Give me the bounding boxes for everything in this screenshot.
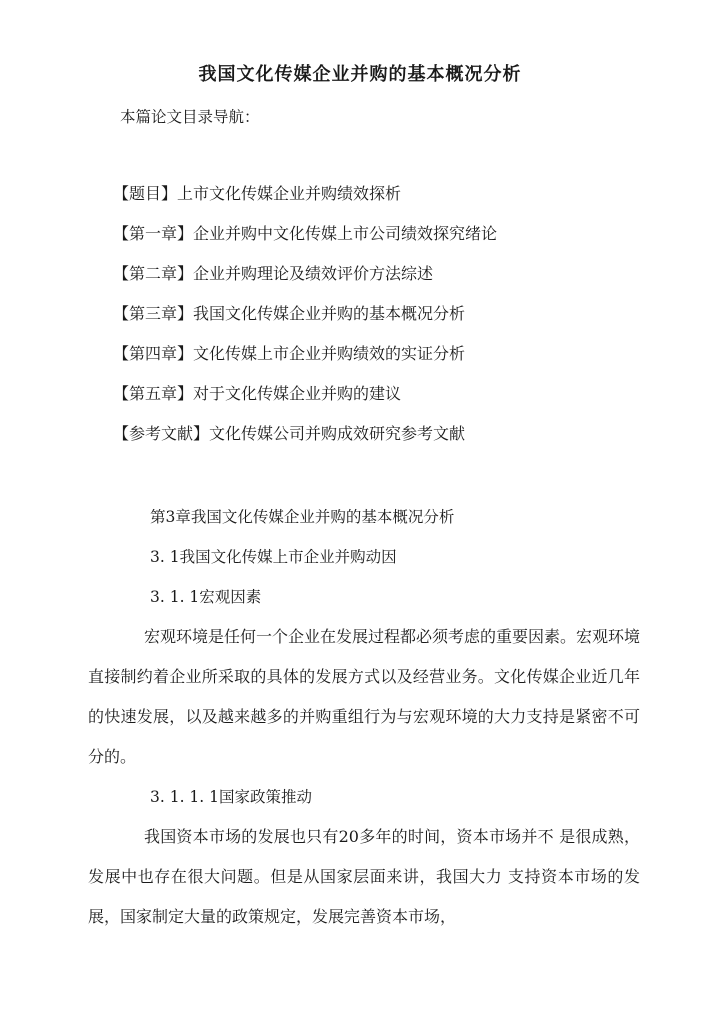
toc-tag: 【第五章】 — [113, 384, 194, 403]
toc-nav-label: 本篇论文目录导航： — [120, 108, 260, 126]
toc-link[interactable]: 上市文化传媒企业并购绩效探析 — [177, 184, 402, 203]
section-heading-3-1-1-1: 3. 1. 1. 1国家政策推动 — [150, 788, 313, 806]
toc-item-chapter-1[interactable] — [113, 220, 497, 260]
toc-link[interactable]: 企业并购理论及绩效评价方法综述 — [193, 264, 434, 283]
toc-item-chapter-2[interactable] — [113, 260, 497, 300]
chapter-heading: 第3章我国文化传媒企业并购的基本概况分析 — [150, 508, 455, 526]
toc-item-chapter-5[interactable] — [113, 380, 497, 420]
section-heading-3-1: 3. 1我国文化传媒上市企业并购动因 — [150, 548, 397, 566]
section-heading-3-1-1: 3. 1. 1宏观因素 — [150, 588, 262, 606]
toc-tag: 【参考文献】 — [113, 424, 210, 443]
table-of-contents — [113, 180, 497, 460]
toc-tag: 【第一章】 — [113, 224, 194, 243]
toc-item-references[interactable] — [113, 420, 497, 460]
toc-tag: 【第三章】 — [113, 304, 194, 323]
toc-item-chapter-3[interactable] — [113, 300, 497, 340]
toc-item-chapter-4[interactable] — [113, 340, 497, 380]
toc-link[interactable]: 我国文化传媒企业并购的基本概况分析 — [193, 304, 466, 323]
body-paragraph: 宏观环境是任何一个企业在发展过程都必须考虑的重要因素。宏观环境直接制约着企业所采取的具体的发展方式以及经营业务。文化传媒企业近几年的快速发展，以及越来越多的并购重组行为与宏观环境的大力支持是紧密不可分的。 — [88, 627, 641, 766]
toc-link[interactable]: 企业并购中文化传媒上市公司绩效探究绪论 — [193, 224, 498, 243]
toc-tag: 【第四章】 — [113, 344, 194, 363]
toc-link[interactable]: 文化传媒上市企业并购绩效的实证分析 — [193, 344, 466, 363]
toc-tag: 【题目】 — [113, 184, 178, 203]
toc-tag: 【第二章】 — [113, 264, 194, 283]
page-title: 我国文化传媒企业并购的基本概况分析 — [198, 64, 522, 85]
toc-item-title[interactable] — [113, 180, 497, 220]
toc-link[interactable]: 对于文化传媒企业并购的建议 — [193, 384, 402, 403]
toc-link[interactable]: 文化传媒公司并购成效研究参考文献 — [209, 424, 466, 443]
body-paragraph: 我国资本市场的发展也只有20多年的时间，资本市场并不 是很成熟，发展中也存在很大问题。但是从国家层面来讲，我国大力 支持资本市场的发展，国家制定大量的政策规定，发展完善资本市场， — [88, 827, 640, 926]
